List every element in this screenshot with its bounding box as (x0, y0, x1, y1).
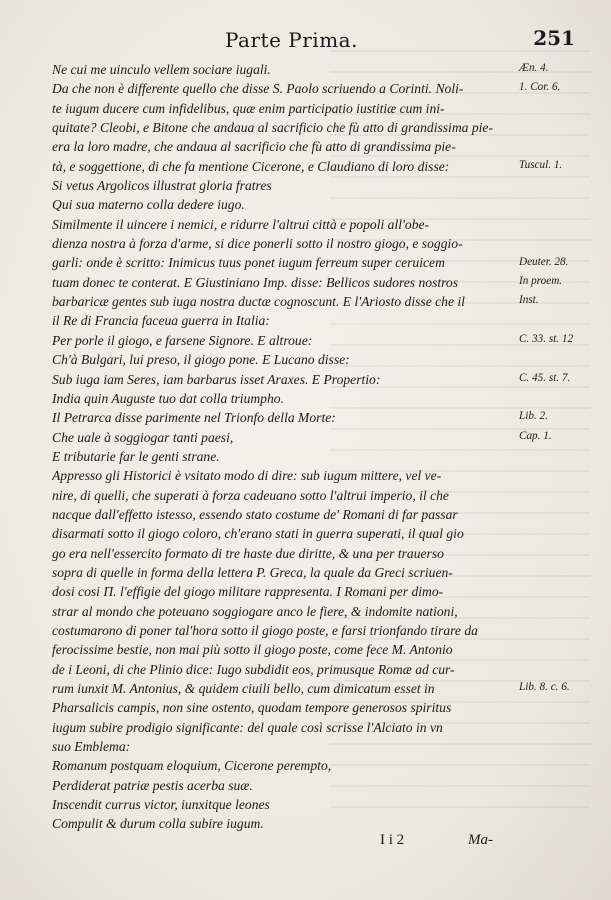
text-line: te iugum ducere cum infidelibus, quæ enim participatio iustitiæ cum ini- (52, 100, 445, 116)
margin-note: 1. Cor. 6. (519, 81, 561, 94)
text-line: India quin Auguste tuo dat colla triumpho. (52, 390, 284, 406)
footer (370, 832, 570, 856)
text-line: Perdiderat patriæ pestis acerba suæ. (52, 777, 253, 793)
text-line: Pharsalicis campis, non sine ostento, quodam tempore generosos spiritus (52, 700, 452, 716)
text-line: costumarono di poner tal'hora sotto il giogo poste, e farsi trionfando tirare da (52, 622, 478, 638)
text-line: Per porle il giogo, e farsene Signore. E altroue: (52, 332, 313, 348)
text-line: Si vetus Argolicos illustrat gloria fratres (52, 178, 272, 194)
margin-note: C. 45. st. 7. (519, 371, 571, 384)
text-line: il Re di Francia faceua guerra in Italia: (52, 313, 270, 329)
text-line: Similmente il uincere i nemici, e ridurre l'altrui città e popoli all'obe- (52, 216, 430, 232)
text-line: de i Leoni, di che Plinio dice: Iugo subdidit eos, primusque Romæ ad cur- (52, 661, 455, 677)
margin-note: Æn. 4. (519, 62, 549, 74)
margin-note: Deuter. 28. (519, 255, 569, 268)
margin-note: Lib. 2. (519, 410, 548, 423)
margin-note: C. 33. st. 12 (519, 332, 574, 345)
text-line: sopra di quelle in forma della lettera P. Greca, la quale da Greci scriuen- (52, 564, 453, 580)
text-line: Compulit & durum colla subire iugum. (52, 816, 264, 832)
text-line: Qui sua materno colla dedere iugo. (52, 197, 245, 213)
text-line: Ch'à Bulgari, lui preso, il giogo pone. E Lucano disse: (52, 352, 350, 368)
text-line: nacque dall'effetto istesso, essendo stato costume de' Romani di far passar (52, 506, 458, 522)
text-line: iugum subire prodigio significante: del quale così scrisse l'Alciato in vn (52, 719, 443, 735)
catchword: Ma- (468, 832, 493, 848)
text-line: rum iunxit M. Antonius, & quidem ciuili bello, cum dimicatum esset in (52, 681, 435, 696)
margin-note: In proem. (519, 274, 563, 287)
text-line: barbaricæ gentes sub iuga nostra ductæ cognoscunt. E l'Ariosto disse che il (52, 294, 465, 310)
text-line: ferocissime bestie, non mai più sotto il giogo poste, come fece M. Antonio (52, 642, 453, 658)
text-line: E tributarie far le genti strane. (52, 448, 220, 464)
page-number: 251 (533, 26, 575, 50)
text-line: go era nell'essercito formato di tre haste due diritte, & una per trauerso (52, 545, 444, 561)
text-line: Da che non è differente quello che disse S. Paolo scriuendo a Corinti. Noli- (52, 81, 464, 97)
text-line: Inscendit currus victor, iunxitque leones (52, 797, 270, 813)
margin-note: Inst. (519, 294, 539, 307)
text-line: dosi cosi Π. l'effigie del giogo militare rappresenta. I Romani per dimo- (52, 584, 444, 600)
text-line: quitate? Cleobi, e Bitone che andaua al sacrificio che fù atto di grandissima pie- (52, 120, 493, 136)
margin-note: Tuscul. 1. (519, 158, 563, 171)
margin-note: Cap. 1. (519, 429, 552, 442)
text-line: disarmati sotto il giogo coloro, ch'erano stati in guerra superati, il qual gio (52, 526, 464, 542)
text-line: era la loro madre, che andaua al sacrificio che fù atto di grandissima pie- (52, 139, 456, 155)
text-line: tà, e soggettione, di che fa mentione Cicerone, e Claudiano di loro disse: (52, 158, 450, 174)
text-line: strar al mondo che poteuano soggiogare anco le fiere, & indomite nationi, (52, 603, 458, 619)
margin-note: Lib. 8. c. 6. (519, 681, 570, 694)
text-line: Che uale à soggiogar tanti paesi, (52, 429, 234, 445)
text-line: suo Emblema: (52, 739, 131, 755)
text-line: Appresso gli Historici è vsitato modo di dire: sub iugum mittere, vel ve- (52, 468, 442, 484)
signature-mark: I i 2 (380, 832, 405, 848)
text-line: nire, di quelli, che superati à forza cadeuano sotto l'altrui imperio, il che (52, 487, 449, 503)
body-text (52, 60, 522, 834)
text-line: tuam donec te conterat. E Giustiniano Imp. disse: Bellicos sudores nostros (52, 274, 459, 290)
text-line: Sub iuga iam Seres, iam barbarus isset Araxes. E Propertio: (52, 371, 381, 387)
running-head: Parte Prima. (225, 28, 358, 52)
text-line: Romanum postquam eloquium, Cicerone perempto, (52, 758, 332, 774)
text-line: Il Petrarca disse parimente nel Trionfo della Morte: (52, 410, 336, 426)
text-line: garli: onde è scritto: Inimicus tuus ponet iugum ferreum super ceruicem (52, 255, 445, 271)
text-line: dienza nostra à forza d'arme, si dice ponerli sotto il nostro giogo, e soggio- (52, 236, 463, 252)
page-header (60, 22, 581, 52)
text-line: Ne cui me uinculo vellem sociare iugali. (52, 62, 271, 77)
